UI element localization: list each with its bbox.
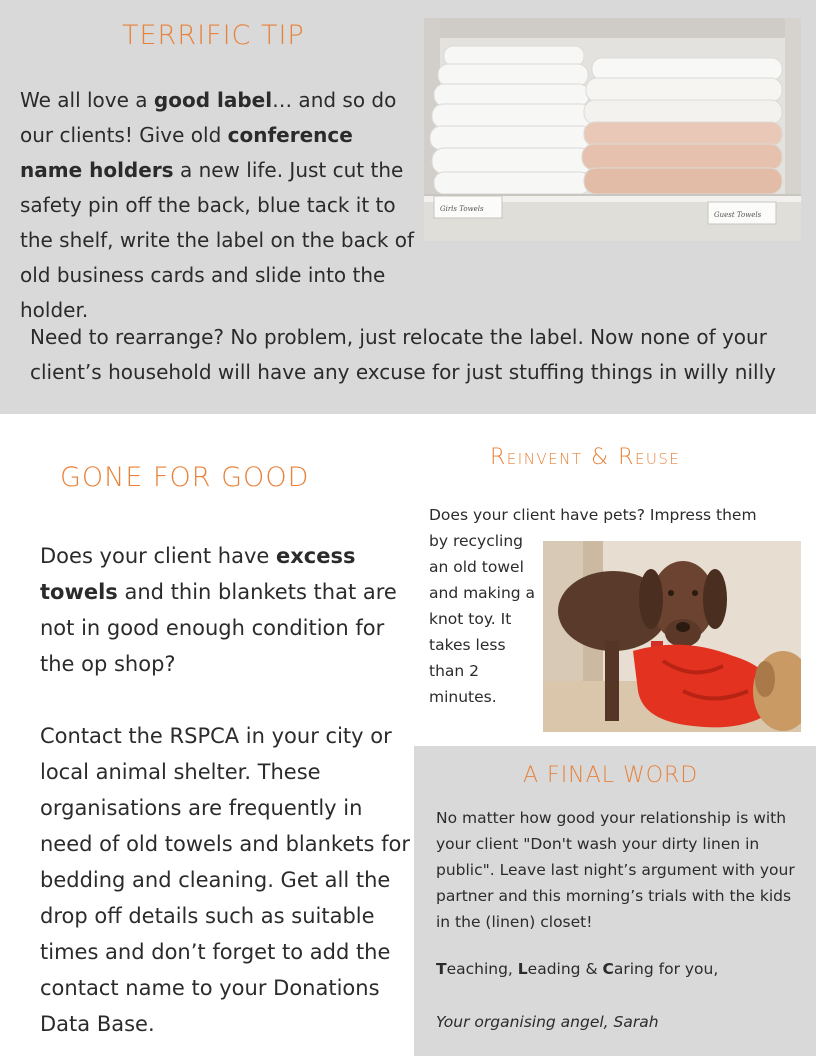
gone-for-good-heading: GONE FOR GOOD	[60, 462, 310, 493]
terrific-tip-footer: Need to rearrange? No problem, just relocate the label. Now none of your client’s household will have any excuse for just stuffing things in willy nilly	[30, 325, 776, 384]
gone-for-good-paragraph-2: Contact the RSPCA in your city or local animal shelter. These organisations are frequently in need of old towels and blankets for bedding and cleaning. Get all the drop off details such as suitable times and don’t forget to add the contact name to your Donations Data Base.	[40, 724, 410, 1036]
final-word-body: No matter how good your relationship is with your client "Don't wash your dirty linen in public". Leave last night’s argument with your partner and this morning’s trials with the kids in the (linen) closet!	[436, 809, 795, 931]
reinvent-reuse-body: by recycling an old towel and making a knot toy. It takes less than 2 minutes.	[429, 532, 536, 706]
terrific-tip-heading: TERRIFIC TIP	[122, 20, 305, 51]
reinvent-reuse-heading: Reinvent & Reuse	[490, 445, 681, 470]
final-word-signoff: Teaching, Leading & Caring for you,	[436, 960, 719, 978]
reinvent-reuse-intro: Does your client have pets? Impress them	[429, 506, 757, 524]
girls-towels-label: Girls Towels	[440, 205, 484, 213]
final-word-signature: Your organising angel, Sarah	[436, 1013, 659, 1031]
terrific-tip-body: We all love a good label… and so do our clients! Give old conference name holders a new life. Just cut the safety pin off the back, blue tack it to the shelf, write the label on the back of old business cards and slide into the holder.	[20, 88, 415, 322]
gone-for-good-paragraph-1: Does your client have excess towels and thin blankets that are not in good enough condition for the op shop?	[40, 544, 397, 676]
towels-shelf-photo	[424, 18, 801, 241]
dog-knot-toy-photo	[543, 541, 801, 732]
final-word-heading: A FINAL WORD	[523, 763, 699, 788]
guest-towels-label: Guest Towels	[714, 211, 762, 219]
